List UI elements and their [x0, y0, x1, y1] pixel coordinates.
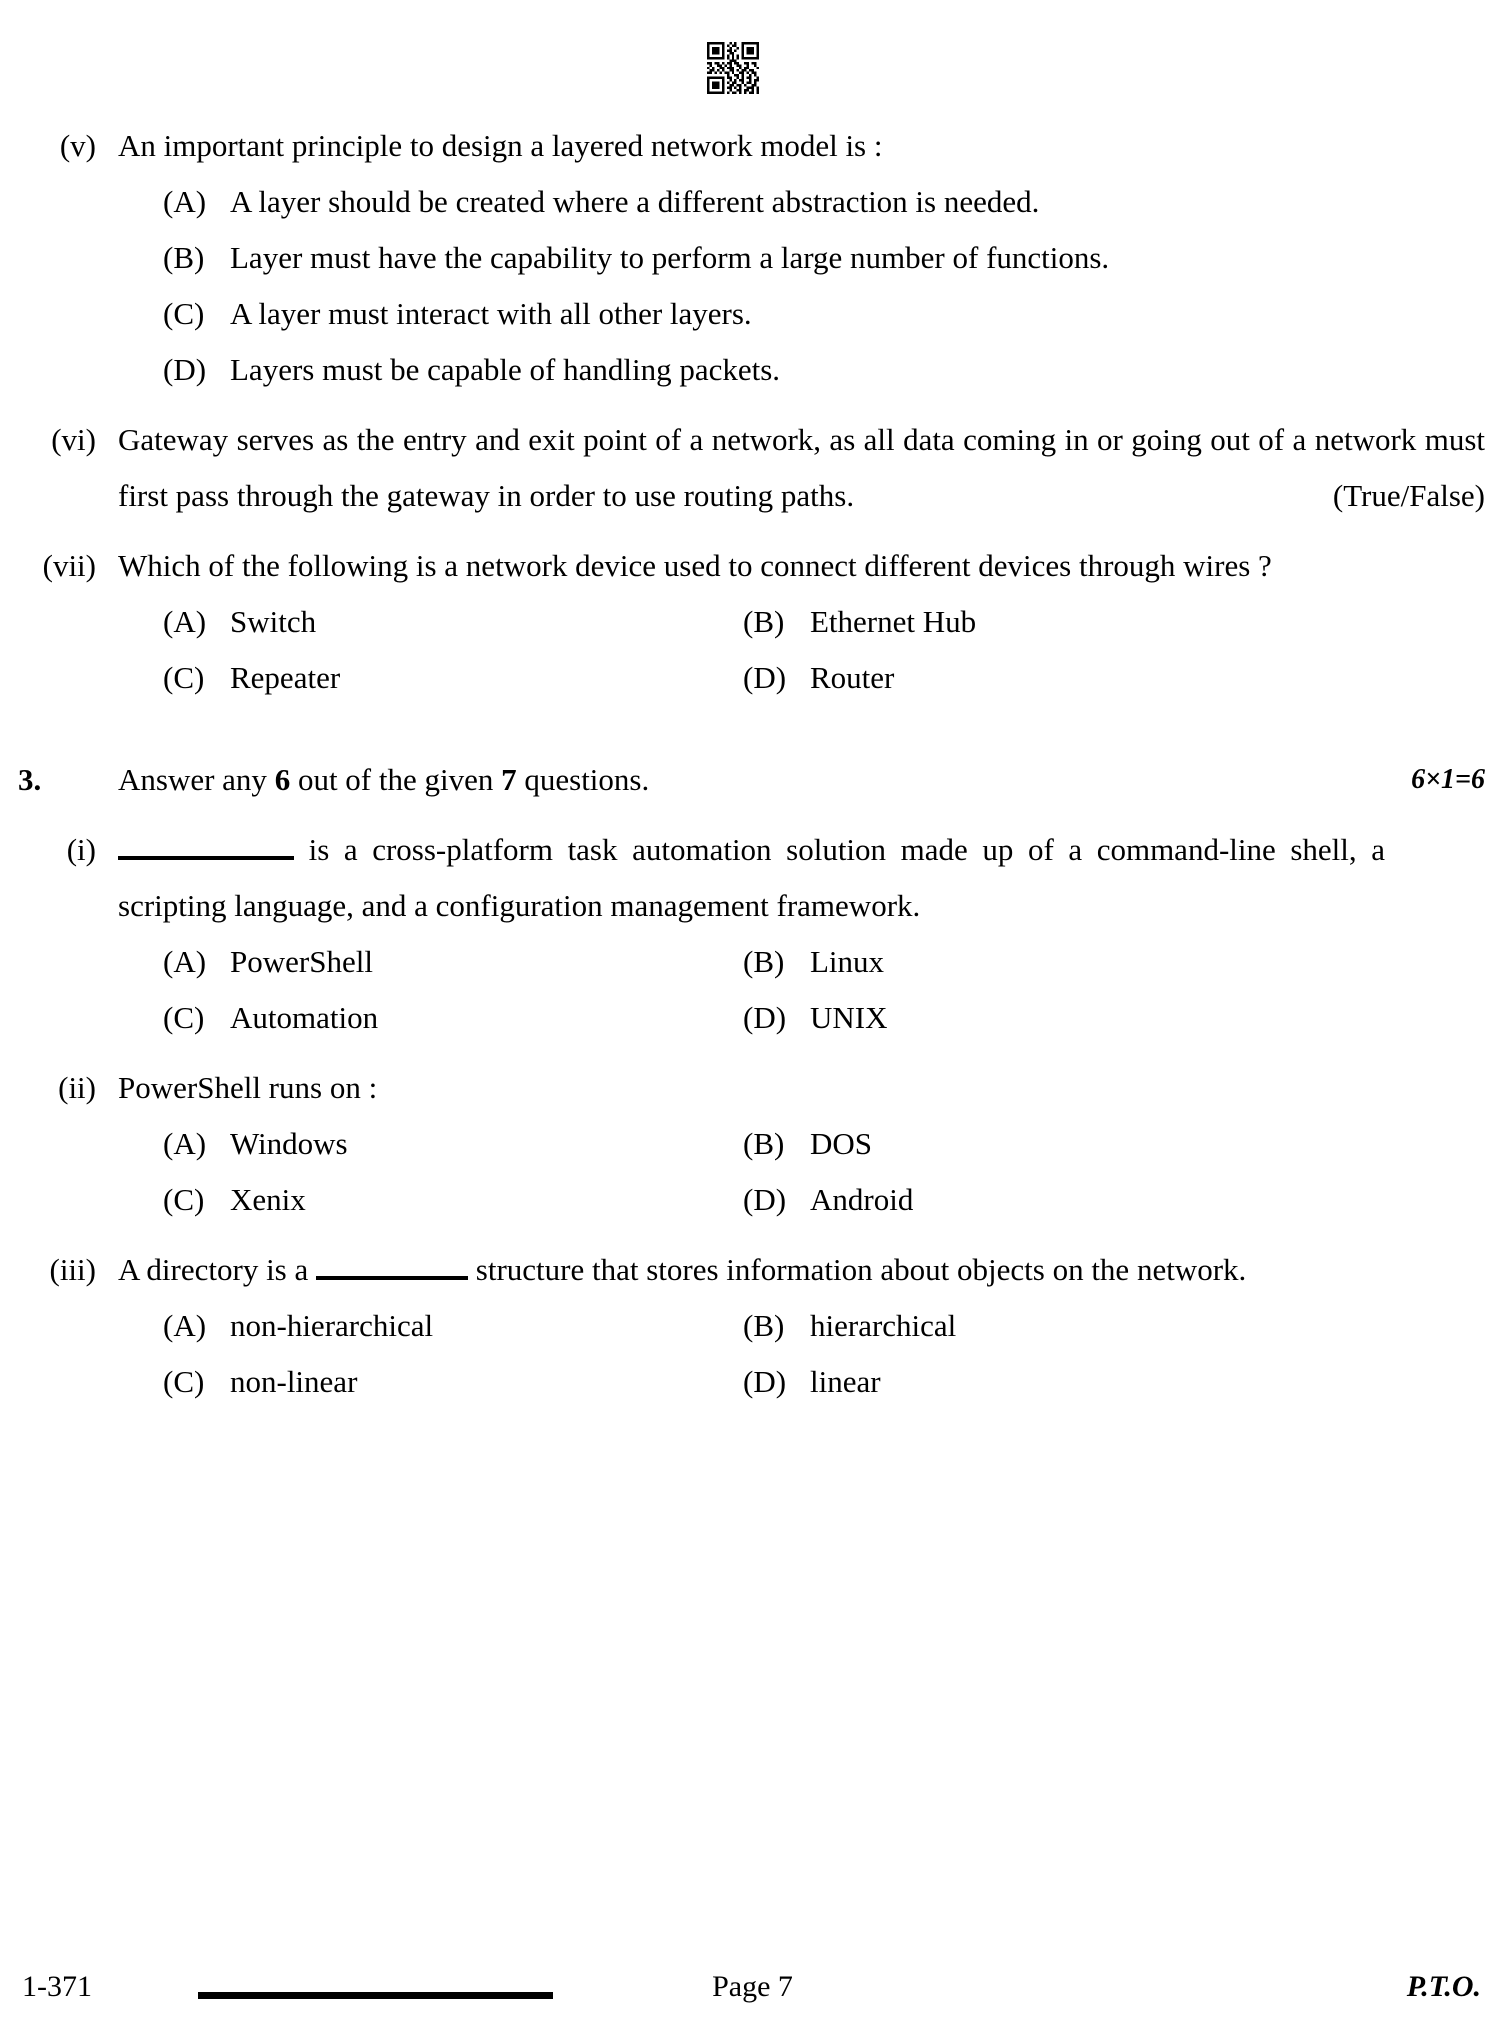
question-vii-options-row-2 — [125, 650, 1505, 706]
question-v-option-b[interactable] — [125, 230, 1505, 286]
subquestion-i-text: is a cross-platform task automation solution made up of a command-line shell, a scripting language, and a configuration management framework. — [118, 832, 1385, 923]
question-vii-label: (vii) — [42, 548, 96, 583]
option-c-text: A layer must interact with all other layers. — [230, 296, 752, 331]
main-q-suffix: questions. — [516, 762, 650, 797]
subquestion-ii-options-row-1 — [125, 1116, 1505, 1172]
subquestion-i-options-row-1 — [125, 934, 1505, 990]
question-vi-text: Gateway serves as the entry and exit point of a network, as all data coming in or going out of a network must first pass through the gateway in order to use routing paths. — [118, 422, 1485, 513]
question-v-option-c[interactable] — [125, 286, 1505, 342]
question-vii-text: Which of the following is a network device used to connect different devices through wires ? — [118, 548, 1272, 583]
option-a-text: A layer should be created where a different abstraction is needed. — [230, 184, 1040, 219]
question-vii-option-c[interactable] — [125, 650, 705, 706]
subquestion-iii — [0, 1242, 1505, 1298]
option-d-label: (D) — [163, 352, 207, 387]
subquestion-iii-body — [118, 1242, 1505, 1298]
subquestion-i-option-b[interactable] — [705, 934, 1285, 990]
option-c-label: (C) — [163, 1182, 205, 1217]
option-b-text: Linux — [810, 944, 885, 979]
option-d-label: (D) — [743, 1182, 787, 1217]
subquestion-i-option-c[interactable] — [125, 990, 705, 1046]
paper-code: 1-371 — [22, 1970, 92, 2003]
question-v-option-a[interactable] — [125, 174, 1505, 230]
option-b-text: DOS — [810, 1126, 873, 1161]
subquestion-ii-options-row-2 — [125, 1172, 1505, 1228]
option-d-text: Android — [810, 1182, 914, 1217]
subquestion-ii — [0, 1060, 1505, 1116]
fill-blank-iii[interactable] — [316, 1251, 468, 1280]
option-c-text: Repeater — [230, 660, 341, 695]
page-number: Page 7 — [712, 1970, 793, 2003]
question-vii — [0, 538, 1505, 594]
option-b-text: hierarchical — [810, 1308, 957, 1343]
question-vii-option-a[interactable] — [125, 594, 705, 650]
option-b-label: (B) — [163, 240, 205, 275]
question-v-text: An important principle to design a layered network model is : — [118, 128, 883, 163]
option-c-label: (C) — [163, 296, 205, 331]
question-v-option-d[interactable] — [125, 342, 1505, 398]
option-b-text: Layer must have the capability to perform a large number of functions. — [230, 240, 1110, 275]
question-vi-body — [118, 412, 1505, 524]
option-c-text: Automation — [230, 1000, 379, 1035]
main-q-count-any: 6 — [274, 762, 291, 797]
subquestion-ii-option-c[interactable] — [125, 1172, 705, 1228]
pto-label: P.T.O. — [1406, 1970, 1481, 2003]
main-q-middle: out of the given — [290, 762, 502, 797]
option-c-label: (C) — [163, 660, 205, 695]
option-d-text: UNIX — [810, 1000, 888, 1035]
question-vii-options-row-1 — [125, 594, 1505, 650]
subquestion-i-label: (i) — [66, 832, 96, 867]
fill-blank-i[interactable] — [118, 831, 294, 860]
question-v — [0, 118, 1505, 174]
subquestion-iii-text-after: structure that stores information about objects on the network. — [468, 1252, 1247, 1287]
subquestion-i — [0, 822, 1505, 934]
main-question-3 — [0, 752, 1505, 808]
subquestion-ii-label: (ii) — [58, 1070, 96, 1105]
qr-code-icon — [704, 42, 762, 94]
subquestion-iii-option-a[interactable] — [125, 1298, 705, 1354]
option-a-text: Switch — [230, 604, 317, 639]
option-a-label: (A) — [163, 1308, 207, 1343]
subquestion-iii-option-b[interactable] — [705, 1298, 1285, 1354]
main-q-count-total: 7 — [501, 762, 517, 797]
subquestion-ii-option-b[interactable] — [705, 1116, 1285, 1172]
main-q-prefix: Answer any — [118, 762, 275, 797]
option-d-label: (D) — [743, 1364, 787, 1399]
question-vi-label: (vi) — [51, 422, 96, 457]
option-a-label: (A) — [163, 1126, 207, 1161]
subquestion-i-option-d[interactable] — [705, 990, 1285, 1046]
option-c-text: non-linear — [230, 1364, 358, 1399]
option-b-label: (B) — [743, 1126, 785, 1161]
question-vi — [0, 412, 1505, 524]
option-b-label: (B) — [743, 944, 785, 979]
page-footer — [0, 1964, 1505, 2010]
subquestion-i-body — [118, 822, 1505, 934]
subquestion-iii-options-row-2 — [125, 1354, 1505, 1410]
option-d-text: Layers must be capable of handling packets. — [230, 352, 781, 387]
main-question-number: 3. — [18, 762, 42, 797]
subquestion-iii-option-d[interactable] — [705, 1354, 1285, 1410]
option-c-label: (C) — [163, 1364, 205, 1399]
subquestion-iii-option-c[interactable] — [125, 1354, 705, 1410]
option-d-label: (D) — [743, 660, 787, 695]
subquestion-iii-options-row-1 — [125, 1298, 1505, 1354]
option-d-label: (D) — [743, 1000, 787, 1035]
question-vii-option-d[interactable] — [705, 650, 1285, 706]
subquestion-iii-label: (iii) — [49, 1252, 96, 1287]
true-false-note: (True/False) — [1332, 478, 1485, 513]
subquestion-i-options-row-2 — [125, 990, 1505, 1046]
option-a-text: PowerShell — [230, 944, 373, 979]
question-v-label: (v) — [59, 128, 96, 163]
option-c-text: Xenix — [230, 1182, 306, 1217]
main-question-marks: 6×1=6 — [1411, 764, 1485, 795]
subquestion-iii-text-before: A directory is a — [118, 1252, 317, 1287]
option-d-text: Router — [810, 660, 895, 695]
option-a-text: non-hierarchical — [230, 1308, 434, 1343]
option-a-text: Windows — [230, 1126, 348, 1161]
option-b-label: (B) — [743, 604, 785, 639]
option-b-text: Ethernet Hub — [810, 604, 977, 639]
option-a-label: (A) — [163, 944, 207, 979]
option-d-text: linear — [810, 1364, 881, 1399]
question-vii-option-b[interactable] — [705, 594, 1285, 650]
subquestion-ii-option-d[interactable] — [705, 1172, 1285, 1228]
subquestion-ii-text: PowerShell runs on : — [118, 1070, 378, 1105]
main-question-text — [118, 752, 1411, 808]
subquestion-i-option-a[interactable] — [125, 934, 705, 990]
option-c-label: (C) — [163, 1000, 205, 1035]
option-a-label: (A) — [163, 184, 207, 219]
option-a-label: (A) — [163, 604, 207, 639]
subquestion-ii-option-a[interactable] — [125, 1116, 705, 1172]
question-content — [0, 118, 1505, 1410]
option-b-label: (B) — [743, 1308, 785, 1343]
